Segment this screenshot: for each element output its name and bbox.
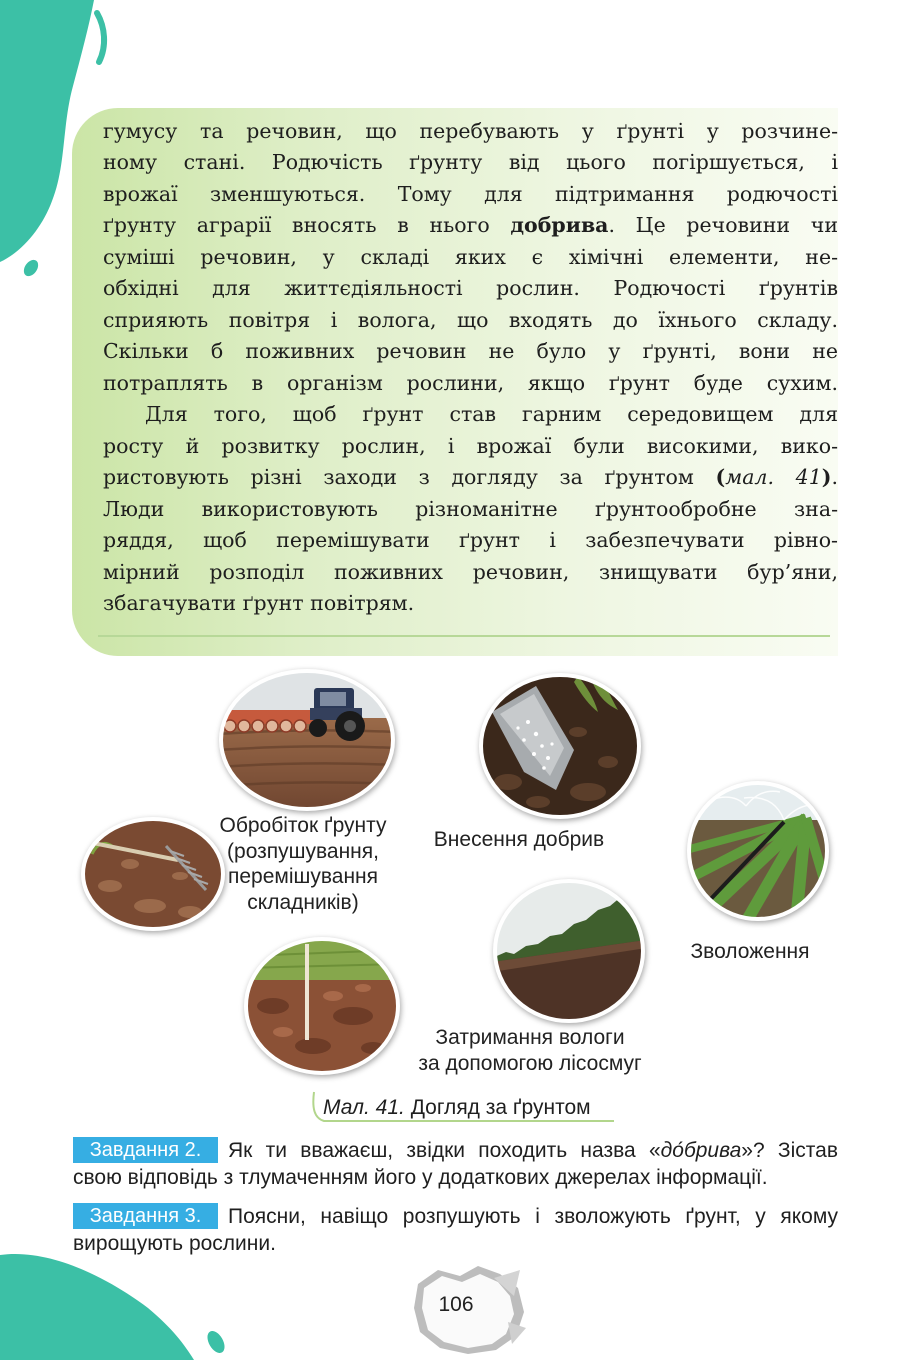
text-line: сприяють повітря і волога, що входять до їхнього складу. <box>103 307 838 332</box>
text-run: Як ти вважаєш, звідки походить назва « <box>228 1138 661 1162</box>
task-3-line-1: Поясни, навіщо розпушують і зволожують ґрунт, у якому <box>228 1204 838 1228</box>
task-3-label: Завдання 3. <box>73 1203 218 1229</box>
task-2-line-1 <box>228 1137 838 1164</box>
panel-underline <box>98 635 830 637</box>
text-line: Для того, щоб ґрунт став гарним середовищем для <box>145 402 838 427</box>
photo-content <box>218 668 396 812</box>
text-line <box>103 210 838 241</box>
photo-content <box>478 672 642 820</box>
photo-content <box>492 878 646 1024</box>
task-3-line-2: вирощують рослини. <box>73 1231 276 1255</box>
caption-irrigation: Зволоження <box>690 940 810 963</box>
photo-content <box>243 936 401 1076</box>
text-line: гумусу та речовин, що перебувають у ґрунті у розчине- <box>103 119 838 143</box>
figure-label: Мал. 41. <box>323 1096 405 1119</box>
figure-title: Догляд за ґрунтом <box>404 1096 591 1119</box>
page-number: 106 <box>438 1293 474 1316</box>
photo-soil-tillage <box>218 668 396 812</box>
text-line: Скільки б поживних речовин не було у ґрунті, вони не <box>103 339 838 364</box>
text-run: »? Зістав <box>741 1138 838 1162</box>
caption-line: складників) <box>247 891 359 915</box>
text-run: ристовують різні заходи з догляду за ґрунтом <box>103 465 716 490</box>
term-fertilizers: добрива <box>510 213 609 238</box>
photo-fertilizer-application <box>478 672 642 820</box>
text-line: ному стані. Родючість ґрунту від цього погіршується, і <box>103 150 838 175</box>
body-text <box>103 116 838 620</box>
figure-caption <box>323 1095 591 1121</box>
paren-open: ( <box>715 465 726 490</box>
text-line: суміші речовин, у складі яких є хімічні елементи, не- <box>103 244 838 269</box>
text-line: потраплять в організм рослини, якщо ґрунт буде сухим. <box>103 370 838 395</box>
text-line: мірний розподіл поживних речовин, знищувати бур’яни, <box>103 559 838 584</box>
caption-line: перемішування <box>227 865 379 889</box>
text-line: збагачувати ґрунт повітрям. <box>103 591 415 616</box>
caption-line: (розпушування, <box>227 839 379 863</box>
task-2-line-2: свою відповідь з тлумаченням його у додаткових джерелах інформації. <box>73 1165 768 1189</box>
photo-irrigation <box>686 780 830 922</box>
text-run: . <box>831 465 838 490</box>
photo-furrow <box>243 936 401 1076</box>
task-2-label: Завдання 2. <box>73 1137 218 1163</box>
figure-reference: мал. 41 <box>725 465 822 490</box>
text-run: ґрунту аграрії вносять в нього <box>103 213 511 238</box>
caption-tillage <box>193 813 413 916</box>
text-line: обхідні для життєдіяльності рослин. Родючості ґрунтів <box>103 276 838 301</box>
caption-fertilizer: Внесення добрив <box>433 828 605 851</box>
paren-close: ) <box>821 465 832 490</box>
text-run: . Це речовини чи <box>608 213 838 238</box>
text-line: ряддя, щоб перемішувати ґрунт і забезпечувати рівно- <box>103 528 838 553</box>
text-line: Люди використовують різноманітне ґрунтообробне зна- <box>103 496 838 521</box>
text-line: росту й розвитку рослин, і врожаї були високими, вико- <box>103 433 838 458</box>
teal-decoration-bottom <box>0 1240 240 1360</box>
photo-forest-belt <box>492 878 646 1024</box>
caption-moisture-retention <box>400 1025 660 1077</box>
text-line: врожаї зменшуються. Тому для підтримання родючості <box>103 181 838 206</box>
photo-content <box>686 780 830 922</box>
caption-line: Обробіток ґрунту <box>219 814 387 837</box>
text-line <box>103 462 838 493</box>
caption-line: за допомогою лісосмуг <box>418 1052 642 1075</box>
task-term: до́брива <box>660 1138 742 1162</box>
caption-line: Затримання вологи <box>435 1026 625 1049</box>
